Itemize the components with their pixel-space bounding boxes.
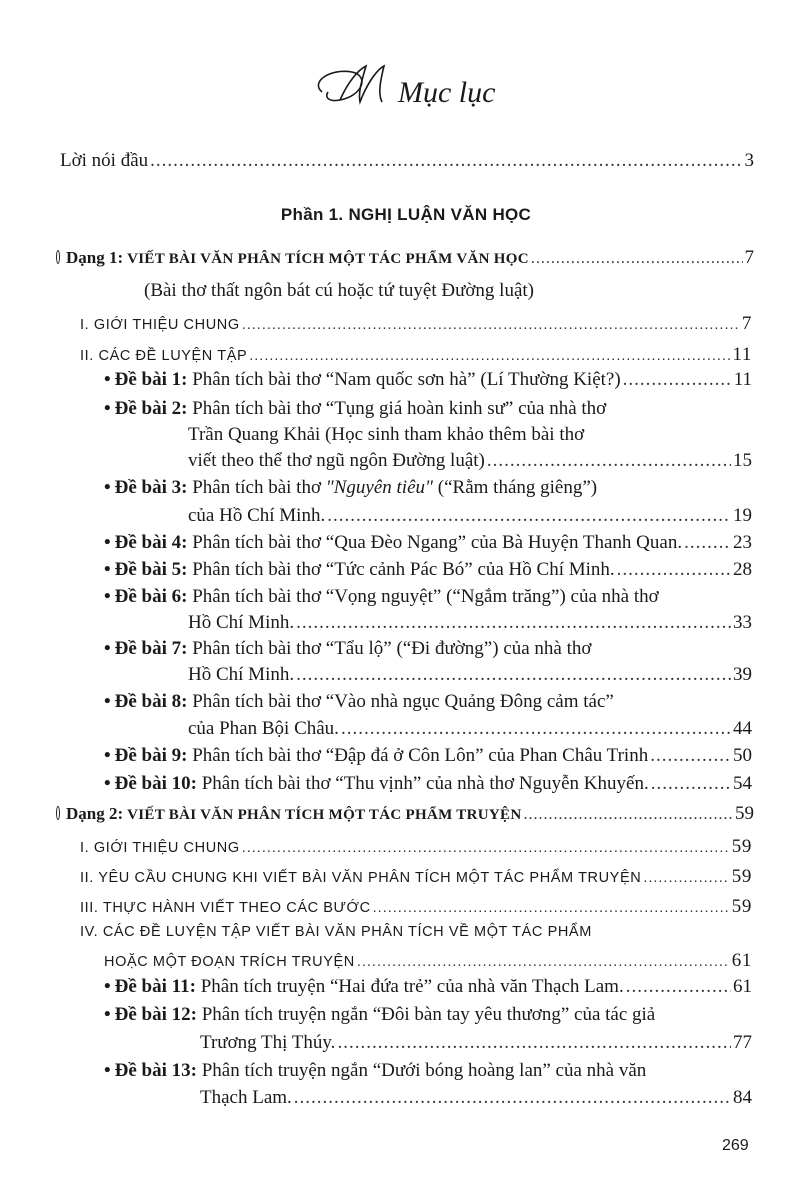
toc-entry-d2-requirements[interactable]: II. YÊU CẦU CHUNG KHI VIẾT BÀI VĂN PHÂN TÍCH MỘT TÁC PHẨM TRUYỆN ..... 59 — [80, 866, 752, 888]
toc-entry-de-bai-6[interactable]: • Đề bài 6: Phân tích bài thơ “Vọng nguyệt” (“Ngắm trăng”) của nhà thơ — [104, 586, 659, 607]
toc-entry-d2-practice[interactable]: III. THỰC HÀNH VIẾT THEO CÁC BƯỚC ..... 59 — [80, 896, 752, 918]
toc-entry-de-bai-7[interactable]: • Đề bài 7: Phân tích bài thơ “Tẩu lộ” (“Đi đường”) của nhà thơ — [104, 638, 592, 659]
circle-bullet-icon — [56, 250, 60, 264]
de-bai-2-line-2: Trần Quang Khải (Học sinh tham khảo thêm bài thơ — [188, 424, 585, 445]
dang2-title: VIẾT BÀI VĂN PHÂN TÍCH MỘT TÁC PHẨM TRUYỆN — [127, 807, 522, 823]
d2-exercises-line-2: HOẶC MỘT ĐOẠN TRÍCH TRUYỆN ..... 61 — [104, 950, 752, 972]
de-bai-6-line-2: Hồ Chí Minh. ..... 33 — [188, 612, 752, 634]
de-bai-13-line-2: Thạch Lam. ..... 84 — [200, 1087, 752, 1109]
de-bai-12-line-2: Trương Thị Thúy. ..... 77 — [200, 1032, 752, 1054]
toc-title-calligraphy — [300, 52, 500, 122]
part-heading: Phần 1. NGHỊ LUẬN VĂN HỌC — [280, 205, 532, 224]
de-bai-2-line-3: viết theo thể thơ ngũ ngôn Đường luật) ..... 15 — [188, 450, 752, 472]
toc-entry-d2-intro[interactable]: I. GIỚI THIỆU CHUNG ..... 59 — [80, 836, 752, 858]
preface-page: 3 — [744, 150, 754, 171]
toc-entry-preface[interactable] — [60, 150, 754, 172]
circle-bullet-icon — [56, 806, 60, 820]
toc-entry-de-bai-10[interactable]: • Đề bài 10: Phân tích bài thơ “Thu vịnh” của nhà thơ Nguyễn Khuyến. ..... 54 — [104, 773, 752, 795]
toc-entry-d2-exercises[interactable]: IV. CÁC ĐỀ LUYỆN TẬP VIẾT BÀI VĂN PHÂN TÍCH VỀ MỘT TÁC PHẨM — [80, 924, 592, 940]
toc-entry-de-bai-4[interactable]: • Đề bài 4: Phân tích bài thơ “Qua Đèo Ngang” của Bà Huyện Thanh Quan. ..... 23 — [104, 532, 752, 554]
dang2-page: 59 — [735, 803, 754, 824]
toc-entry-dang2[interactable] — [56, 803, 754, 825]
toc-title-text: Mục lục — [398, 76, 496, 109]
toc-entry-de-bai-2[interactable]: • Đề bài 2: Phân tích bài thơ “Tụng giá hoàn kinh sư” của nhà thơ — [104, 398, 607, 419]
dang1-page: 7 — [744, 247, 754, 268]
toc-entry-de-bai-11[interactable]: • Đề bài 11: Phân tích truyện “Hai đứa trẻ” của nhà văn Thạch Lam. ..... 61 — [104, 976, 752, 998]
de-bai-7-line-2: Hồ Chí Minh. ..... 39 — [188, 664, 752, 686]
section-page: 7 — [741, 313, 752, 334]
toc-entry-de-bai-3[interactable]: • Đề bài 3: Phân tích bài thơ "Nguyên tiêu" (“Rằm tháng giêng”) — [104, 477, 598, 498]
toc-entry-de-bai-8[interactable]: • Đề bài 8: Phân tích bài thơ “Vào nhà ngục Quảng Đông cảm tác” — [104, 691, 614, 712]
toc-entry-dang1[interactable] — [56, 247, 754, 269]
preface-label: Lời nói đầu — [60, 150, 149, 171]
toc-entry-de-bai-5[interactable]: • Đề bài 5: Phân tích bài thơ “Tức cảnh Pác Bó” của Hồ Chí Minh. ..... 28 — [104, 559, 752, 581]
toc-title — [300, 52, 500, 122]
toc-entry-de-bai-13[interactable]: • Đề bài 13: Phân tích truyện ngắn “Dưới bóng hoàng lan” của nhà văn — [104, 1060, 647, 1081]
dang2-label: Dạng 2: — [65, 804, 124, 823]
section-label: I. GIỚI THIỆU CHUNG — [80, 317, 240, 333]
section-label: II. CÁC ĐỀ LUYỆN TẬP — [80, 348, 248, 364]
toc-entry-de-bai-12[interactable]: • Đề bài 12: Phân tích truyện ngắn “Đôi bàn tay yêu thương” của tác giả — [104, 1004, 656, 1025]
de-bai-3-line-2: của Hồ Chí Minh. ..... 19 — [188, 505, 752, 527]
page-number: 269 — [722, 1137, 749, 1154]
de-bai-8-line-2: của Phan Bội Châu. ..... 44 — [188, 718, 752, 740]
dang1-label: Dạng 1: — [65, 248, 124, 267]
dang1-note: (Bài thơ thất ngôn bát cú hoặc tứ tuyệt Đường luật) — [144, 280, 534, 301]
toc-entry-de-bai-9[interactable]: • Đề bài 9: Phân tích bài thơ “Đập đá ở Côn Lôn” của Phan Châu Trinh ..... 50 — [104, 745, 752, 767]
dang1-title: VIẾT BÀI VĂN PHÂN TÍCH MỘT TÁC PHẨM VĂN HỌC — [127, 251, 529, 267]
toc-entry-de-bai-1[interactable]: • Đề bài 1: Phân tích bài thơ “Nam quốc sơn hà” (Lí Thường Kiệt?) ..... 11 — [104, 369, 752, 391]
toc-entry-d1-intro[interactable] — [80, 313, 752, 335]
section-page: 11 — [732, 344, 752, 365]
toc-entry-d1-exercises[interactable] — [80, 344, 752, 366]
